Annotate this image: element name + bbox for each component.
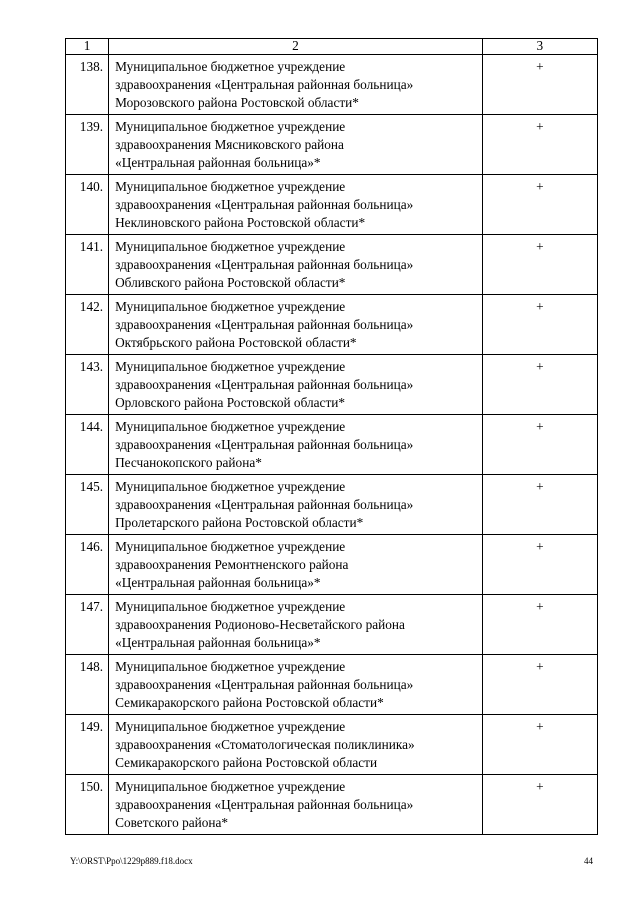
table-row [66, 475, 598, 535]
institution-name [109, 235, 483, 295]
institution-name-line: Муниципальное бюджетное учреждение [115, 719, 346, 734]
institution-name-line: Пролетарского района Ростовской области* [115, 515, 364, 530]
table-row [66, 415, 598, 475]
header-col-2: 2 [109, 39, 483, 55]
institution-name-line: Муниципальное бюджетное учреждение [115, 779, 346, 794]
table-row [66, 595, 598, 655]
row-number: 149. [66, 715, 109, 775]
institution-name-line: Обливского района Ростовской области* [115, 275, 346, 290]
institution-name-line: здравоохранения «Центральная районная больница» [115, 677, 414, 692]
row-number: 147. [66, 595, 109, 655]
institution-name-line: Семикаракорского района Ростовской области [115, 755, 378, 770]
table-row [66, 355, 598, 415]
institution-name-line: здравоохранения Ремонтненского района [115, 557, 349, 572]
institution-name-line: Муниципальное бюджетное учреждение [115, 419, 346, 434]
row-number: 141. [66, 235, 109, 295]
institution-name-line: «Центральная районная больница»* [115, 155, 321, 170]
institution-name-line: Муниципальное бюджетное учреждение [115, 539, 346, 554]
institution-name-line: Муниципальное бюджетное учреждение [115, 239, 346, 254]
row-number: 144. [66, 415, 109, 475]
table-row [66, 175, 598, 235]
institution-name-line: здравоохранения «Центральная районная больница» [115, 497, 414, 512]
institution-name-line: Муниципальное бюджетное учреждение [115, 179, 346, 194]
row-number: 145. [66, 475, 109, 535]
table-row [66, 655, 598, 715]
inclusion-mark: + [482, 295, 597, 355]
institution-name [109, 535, 483, 595]
inclusion-mark: + [482, 175, 597, 235]
table-row [66, 535, 598, 595]
institution-name-line: Песчанокопского района* [115, 455, 262, 470]
institution-name [109, 655, 483, 715]
institution-name-line: здравоохранения «Центральная районная больница» [115, 437, 414, 452]
institution-name-line: Муниципальное бюджетное учреждение [115, 299, 346, 314]
inclusion-mark: + [482, 535, 597, 595]
institution-name-line: Семикаракорского района Ростовской области* [115, 695, 384, 710]
table-header-row [66, 39, 598, 55]
table-row [66, 715, 598, 775]
institution-name-line: Морозовского района Ростовской области* [115, 95, 359, 110]
institution-name-line: здравоохранения Мясниковского района [115, 137, 344, 152]
footer-page-number: 44 [584, 856, 593, 866]
row-number: 139. [66, 115, 109, 175]
institution-name [109, 595, 483, 655]
institution-name-line: здравоохранения Родионово-Несветайского района [115, 617, 405, 632]
row-number: 138. [66, 55, 109, 115]
institution-name-line: Муниципальное бюджетное учреждение [115, 659, 346, 674]
table-row [66, 295, 598, 355]
inclusion-mark: + [482, 235, 597, 295]
header-col-1: 1 [66, 39, 109, 55]
institution-name [109, 415, 483, 475]
inclusion-mark: + [482, 355, 597, 415]
institution-name-line: здравоохранения «Стоматологическая поликлиника» [115, 737, 415, 752]
institution-name-line: здравоохранения «Центральная районная больница» [115, 317, 414, 332]
institution-name [109, 715, 483, 775]
institution-name-line: здравоохранения «Центральная районная больница» [115, 77, 414, 92]
header-col-3: 3 [482, 39, 597, 55]
institution-name-line: Муниципальное бюджетное учреждение [115, 59, 346, 74]
institution-name-line: здравоохранения «Центральная районная больница» [115, 377, 414, 392]
table-row [66, 115, 598, 175]
institution-name-line: «Центральная районная больница»* [115, 635, 321, 650]
institution-name [109, 355, 483, 415]
table-row [66, 235, 598, 295]
inclusion-mark: + [482, 715, 597, 775]
row-number: 143. [66, 355, 109, 415]
institution-name-line: Муниципальное бюджетное учреждение [115, 479, 346, 494]
institution-name [109, 175, 483, 235]
institution-name-line: Октябрьского района Ростовской области* [115, 335, 357, 350]
inclusion-mark: + [482, 115, 597, 175]
row-number: 148. [66, 655, 109, 715]
institution-name-line: здравоохранения «Центральная районная больница» [115, 257, 414, 272]
institutions-table [65, 38, 598, 835]
table-row [66, 775, 598, 835]
institution-name [109, 295, 483, 355]
institution-name-line: Советского района* [115, 815, 229, 830]
inclusion-mark: + [482, 595, 597, 655]
institution-name-line: «Центральная районная больница»* [115, 575, 321, 590]
institution-name-line: Неклиновского района Ростовской области* [115, 215, 366, 230]
institution-name-line: Муниципальное бюджетное учреждение [115, 359, 346, 374]
table-row [66, 55, 598, 115]
institution-name-line: Орловского района Ростовской области* [115, 395, 346, 410]
institution-name-line: здравоохранения «Центральная районная больница» [115, 797, 414, 812]
institution-name-line: Муниципальное бюджетное учреждение [115, 599, 346, 614]
institution-name [109, 115, 483, 175]
row-number: 142. [66, 295, 109, 355]
inclusion-mark: + [482, 475, 597, 535]
institution-name [109, 55, 483, 115]
institution-name-line: здравоохранения «Центральная районная больница» [115, 197, 414, 212]
row-number: 140. [66, 175, 109, 235]
inclusion-mark: + [482, 655, 597, 715]
row-number: 150. [66, 775, 109, 835]
institution-name-line: Муниципальное бюджетное учреждение [115, 119, 346, 134]
inclusion-mark: + [482, 415, 597, 475]
row-number: 146. [66, 535, 109, 595]
footer-file-path: Y:\ORST\Ppo\1229p889.f18.docx [70, 856, 193, 866]
inclusion-mark: + [482, 775, 597, 835]
inclusion-mark: + [482, 55, 597, 115]
institution-name [109, 475, 483, 535]
institution-name [109, 775, 483, 835]
